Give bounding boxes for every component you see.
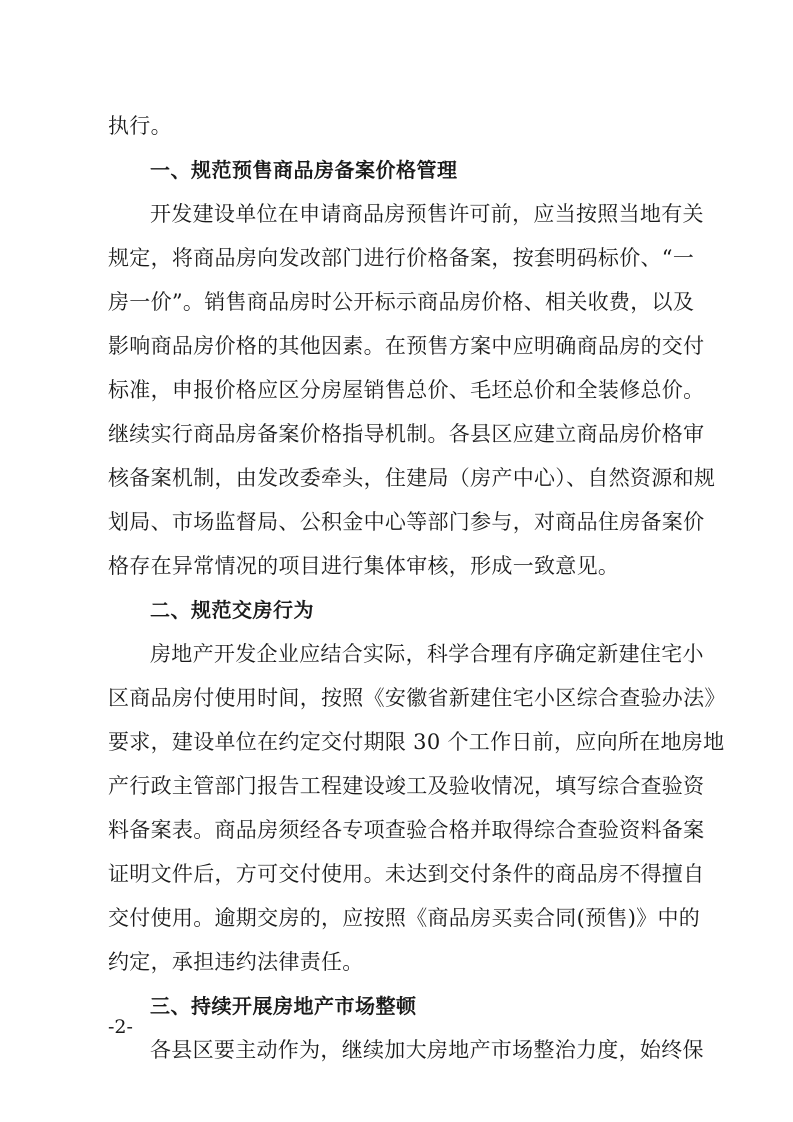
text-line: 影响商品房价格的其他因素。在预售方案中应明确商品房的交付 xyxy=(108,334,705,358)
text-line: 约定，承担违约法律责任。 xyxy=(108,950,364,974)
text-line: 证明文件后，方可交付使用。未达到交付条件的商品房不得擅自 xyxy=(108,862,705,886)
text-line: 执行。 xyxy=(108,114,172,138)
text-line: 料备案表。商品房须经各专项查验合格并取得综合查验资料备案 xyxy=(108,818,705,842)
section-heading: 一、规范预售商品房备案价格管理 xyxy=(150,158,458,182)
section-heading: 二、规范交房行为 xyxy=(150,598,314,622)
text-line: 继续实行商品房备案价格指导机制。各县区应建立商品房价格审 xyxy=(108,422,705,446)
document-body xyxy=(108,104,726,1072)
text-line: 规定，将商品房向发改部门进行价格备案，按套明码标价、“一 xyxy=(108,246,695,270)
text-line: 划局、市场监督局、公积金中心等部门参与，对商品住房备案价 xyxy=(108,510,705,534)
text-line: 核备案机制，由发改委牵头，住建局（房产中心）、自然资源和规 xyxy=(108,466,716,490)
text-line: 开发建设单位在申请商品房预售许可前，应当按照当地有关 xyxy=(150,202,704,226)
text-line: 格存在异常情况的项目进行集体审核，形成一致意见。 xyxy=(108,554,620,578)
text-line: 房地产开发企业应结合实际，科学合理有序确定新建住宅小 xyxy=(150,642,704,666)
text-line: 要求，建设单位在约定交付期限 30 个工作日前，应向所在地房地 xyxy=(108,730,725,754)
page-number: -2- xyxy=(108,1016,133,1038)
text-line: 产行政主管部门报告工程建设竣工及验收情况，填写综合查验资 xyxy=(108,774,705,798)
text-line: 交付使用。逾期交房的，应按照《商品房买卖合同(预售)》中的 xyxy=(108,906,701,930)
text-line: 区商品房付使用时间，按照《安徽省新建住宅小区综合查验办法》 xyxy=(108,686,726,710)
text-line: 各县区要主动作为，继续加大房地产市场整治力度，始终保 xyxy=(150,1038,704,1062)
text-line: 房一价”。销售商品房时公开标示商品房价格、相关收费，以及 xyxy=(108,290,695,314)
section-heading: 三、持续开展房地产市场整顿 xyxy=(150,994,417,1018)
text-line: 标准，申报价格应区分房屋销售总价、毛坯总价和全装修总价。 xyxy=(108,378,705,402)
